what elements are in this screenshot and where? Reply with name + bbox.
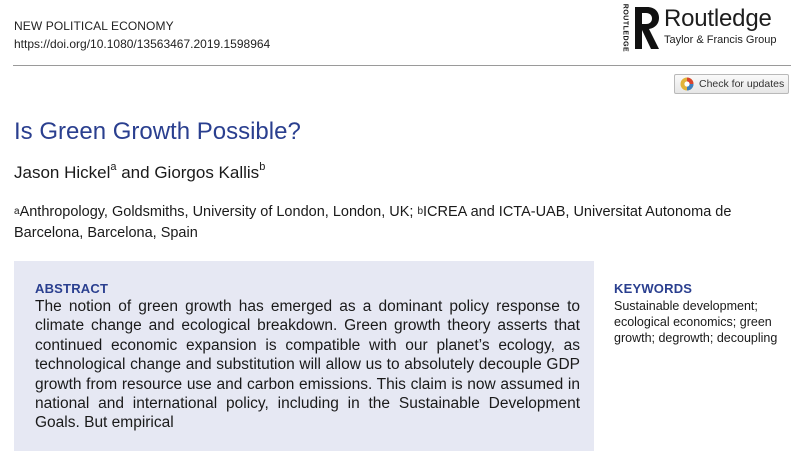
author-list (14, 163, 265, 183)
crossmark-icon (680, 77, 694, 91)
affiliation-mark: a (110, 161, 117, 173)
keywords-heading: KEYWORDS (614, 281, 693, 296)
publisher-group: Taylor & Francis Group (664, 34, 777, 46)
author-separator: and (116, 163, 155, 182)
affiliation-mark: b (259, 161, 266, 173)
routledge-r-logo-icon (632, 5, 662, 51)
check-for-updates-label: Check for updates (699, 78, 785, 90)
publisher-vertical-wordmark: ROUTLEDGE (621, 3, 629, 53)
affiliation-list (14, 202, 794, 244)
abstract-heading: ABSTRACT (35, 281, 109, 296)
author-name[interactable]: Giorgos Kallis (154, 163, 260, 182)
publisher-name: Routledge (664, 5, 772, 32)
journal-name: NEW POLITICAL ECONOMY (14, 19, 174, 33)
abstract-text: The notion of green growth has emerged as a dominant policy response to climate change and ecological breakdown. Green growth theory asserts that continued economic expansion is compatible with our planet’s ecology, as technological change and substitution will allow us to absolutely decouple GDP growth from resource use and carbon emissions. This claim is now assumed in national and international policy, including in the Sustainable Development Goals. But empirical (35, 298, 580, 432)
publisher-logo[interactable] (620, 4, 796, 52)
check-for-updates-button[interactable] (674, 74, 789, 94)
abstract-panel (14, 261, 594, 451)
affiliation-text: ICREA and ICTA-UAB, Universitat Autonoma de Barcelona, Barcelona, Spain (14, 204, 732, 241)
affiliation-mark: b (417, 206, 424, 217)
article-title: Is Green Growth Possible? (14, 118, 301, 145)
keywords-text: Sustainable development; ecological economics; green growth; degrowth; decoupling (614, 299, 778, 346)
affiliation-mark: a (14, 206, 20, 217)
affiliation-text: Anthropology, Goldsmiths, University of London, London, UK; (19, 204, 414, 220)
author-name[interactable]: Jason Hickel (14, 163, 111, 182)
header-divider (13, 65, 791, 66)
doi-link[interactable]: https://doi.org/10.1080/13563467.2019.1598964 (14, 37, 271, 51)
